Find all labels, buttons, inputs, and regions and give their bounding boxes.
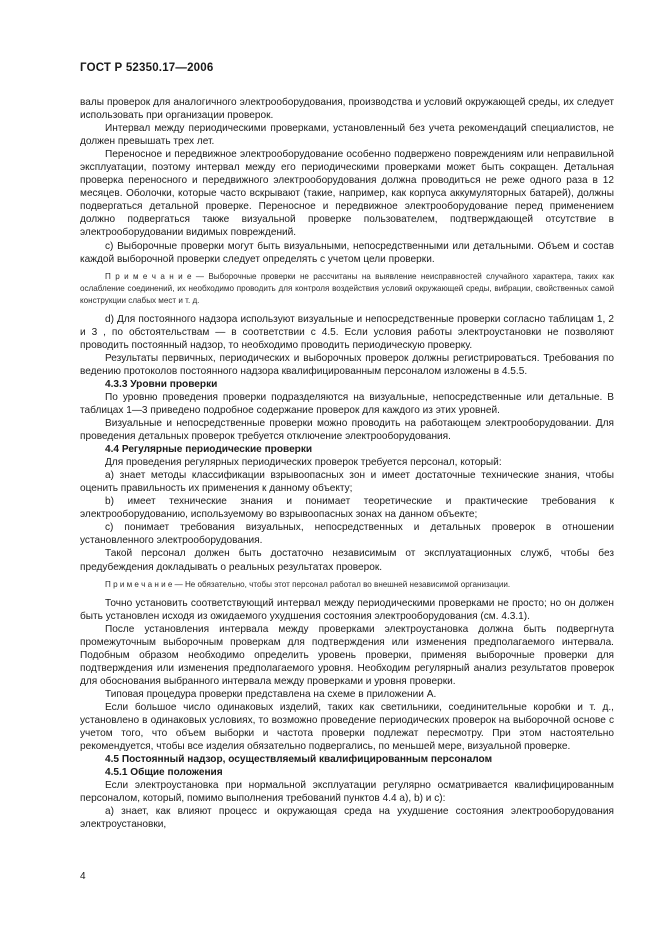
page-number: 4 [80,871,86,882]
list-item: а) знает методы классификации взрывоопасных зон и имеет достаточные технические знания, чтобы оценить правильность их применения к данному объекту; [80,470,614,495]
paragraph: d) Для постоянного надзора используют визуальные и непосредственные проверки согласно таблицам 1, 2 и 3 , по обстоятельствам — в соответствии с 4.5. Если условия работы электроустановки не позволяют проводить постоянный надзор, то необходимо проводить периодическую проверку. [80,313,614,351]
note [80,271,614,307]
paragraph: Если большое число одинаковых изделий, таких как светильники, соединительные коробки и т. д., установлено в одинаковых условиях, то возможно проведение периодических проверок на выборочной основе с учетом того, что объем выборки и частота проверки подлежат пересмотру. При этом настоятельно рекомендуется, чтобы все изделия обязательно подвергались, по меньшей мере, визуальной проверке. [80,701,614,753]
section-heading: 4.4 Регулярные периодические проверки [105,444,313,456]
paragraph: После установления интервала между проверками электроустановка должна быть подвергнута промежуточным выборочным проверкам для подтверждения или изменения предполагаемого интервала. Подобным образом необходимо определить уровень проверки, применяя выборочные проверки для подтверждения или изменения предполагаемого уровня. Необходим регулярный анализ результатов проверок для обоснования выбранного интервала между проверками и уровня проверки. [80,623,614,687]
section-heading: 4.5 Постоянный надзор, осуществляемый квалифицированным персоналом [105,754,493,766]
paragraph: Для проведения регулярных периодических проверок требуется персонал, который: [105,457,502,469]
document-page [80,62,614,831]
note-text: Не обязательно, чтобы этот персонал работал во внешней независимой организации. [184,579,511,589]
note-label: П р и м е ч а н и е — [105,271,204,281]
note-text: Выборочные проверки не рассчитаны на выявление неисправностей случайного характера, таких как ослабление соединений, их необходимо проводить для контроля воздействия условий окружающей среды, вибрации, свойственных самой конструкции слабых мест и т. д. [80,271,615,305]
note-label: П р и м е ч а н и е — [105,579,183,589]
paragraph: Типовая процедура проверки представлена на схеме в приложении А. [105,688,437,700]
document-body [80,96,614,831]
paragraph: Переносное и передвижное электрооборудование особенно подвержено повреждениям или неправильной эксплуатации, поэтому интервал между его периодическими проверками может быть сокращен. Детальная проверка переносного и передвижного электрооборудования должна проводиться не реже одного раза в 12 месяцев. Оболочки, которые часто вскрывают (такие, например, как корпуса аккумуляторных батарей), должны подвергаться детальной проверке. Переносное и передвижное электрооборудование перед применением должно подвергаться также визуальной проверке пользователем, подтверждающей отсутствие в электрооборудовании видимых повреждений. [80,149,614,239]
list-item: а) знает, как влияют процесс и окружающая среда на ухудшение состояния электрооборудования электроустановки, [80,806,614,831]
list-item: b) имеет технические знания и понимает теоретические и практические требования к электрооборудованию, используемому во взрывоопасных зонах на данном объекте; [80,496,614,521]
paragraph: Такой персонал должен быть достаточно независимым от эксплуатационных служб, чтобы без предубеждения докладывать о реальных результатах проверок. [80,548,614,573]
paragraph: Интервал между периодическими проверками, установленный без учета рекомендаций специалистов, не должен превышать трех лет. [80,123,614,148]
paragraph: Если электроустановка при нормальной эксплуатации регулярно осматривается квалифицированным персоналом, который, помимо выполнения требований пунктов 4.4 а), b) и с): [80,780,614,805]
paragraph: Визуальные и непосредственные проверки можно проводить на работающем электрооборудовании. Для проведения детальных проверок требуется отключение электрооборудования. [80,417,614,443]
section-heading: 4.5.1 Общие положения [105,767,223,779]
paragraph: Результаты первичных, периодических и выборочных проверок должны регистрироваться. Требования по ведению протоколов постоянного надзора квалифицированным персоналом изложены в 4.5.5. [80,352,614,377]
paragraph: валы проверок для аналогичного электрооборудования, производства и условий окружающей среды, их следует использовать при организации проверок. [80,97,614,122]
section-heading: 4.3.3 Уровни проверки [105,378,218,390]
paragraph: По уровню проведения проверки подразделяются на визуальные, непосредственные или детальные. В таблицах 1—3 приведено подробное содержание проверок для каждого из этих уровней. [80,391,614,416]
paragraph: с) Выборочные проверки могут быть визуальными, непосредственными или детальными. Объем и состав каждой выборочной проверки следует определять с учетом цели проверки. [80,240,614,265]
list-item: c) понимает требования визуальных, непосредственных и детальных проверок в отношении установленного электрооборудования. [80,522,614,547]
note [80,579,614,591]
document-header: ГОСТ Р 52350.17—2006 [80,62,214,74]
paragraph: Точно установить соответствующий интервал между периодическими проверками не просто; но он должен быть установлен исходя из ожидаемого ухудшения состояния электрооборудования (см. 4.3.1). [80,597,614,622]
